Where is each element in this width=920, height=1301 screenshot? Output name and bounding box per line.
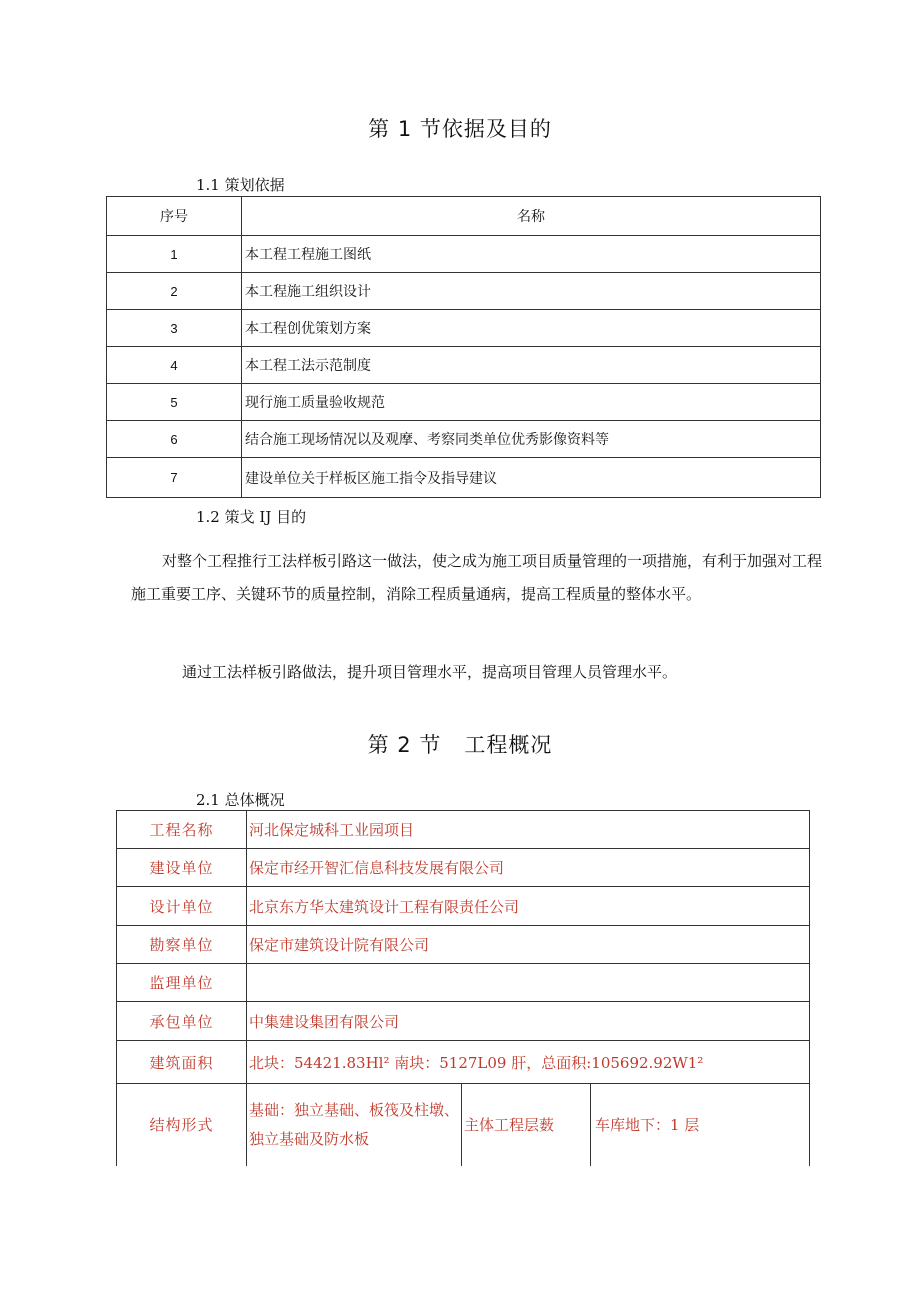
table-row-num: 5	[107, 384, 242, 421]
paragraph-1: 对整个工程推行工法样板引路这一做法，使之成为施工项目质量管理的一项措施，有利于加强对工程施工重要工序、关键环节的质量控制，消除工程质量通病，提高工程质量的整体水平。	[131, 552, 823, 603]
basis-table	[106, 196, 821, 498]
floors-value: 车库地下：1 层	[591, 1084, 810, 1166]
header-name: 名称	[242, 197, 821, 236]
section2-title: 第 2 节 工程概况	[367, 733, 553, 757]
row-value	[247, 964, 810, 1002]
overview-table	[116, 810, 810, 1166]
row-label: 承包单位	[117, 1002, 247, 1041]
row-value: 北块：54421.83Hl² 南块：5127L09 肝，总面积:105692.92W1²	[247, 1041, 810, 1084]
table-row-name: 现行施工质量验收规范	[242, 384, 821, 421]
structure-value: 基础：独立基础、板筏及柱墩、独立基础及防水板	[247, 1084, 462, 1166]
row-value: 保定市经开智汇信息科技发展有限公司	[247, 849, 810, 887]
row-value: 河北保定城科工业园项目	[247, 811, 810, 849]
row-label: 建设单位	[117, 849, 247, 887]
section1-title: 第 1 节依据及目的	[368, 117, 552, 141]
table-row-num: 7	[107, 458, 242, 498]
floors-label: 主体工程层薮	[462, 1084, 591, 1166]
structure-label: 结构形式	[117, 1084, 247, 1166]
row-label: 监理单位	[117, 964, 247, 1002]
table-row-name: 本工程施工组织设计	[242, 273, 821, 310]
table-row-name: 本工程工法示范制度	[242, 347, 821, 384]
table-row-num: 6	[107, 421, 242, 458]
table-row-name: 建设单位关于样板区施工指令及指导建议	[242, 458, 821, 498]
table-row-num: 1	[107, 236, 242, 273]
row-label: 设计单位	[117, 887, 247, 926]
subheading-1-2: 1.2 策戈 IJ 目的	[196, 508, 307, 526]
row-value: 中集建设集团有限公司	[247, 1002, 810, 1041]
row-value: 北京东方华太建筑设计工程有限责任公司	[247, 887, 810, 926]
subheading-1-1: 1.1 策划依据	[196, 176, 285, 194]
row-label: 建筑面积	[117, 1041, 247, 1084]
table-row-name: 本工程创优策划方案	[242, 310, 821, 347]
table-row-num: 2	[107, 273, 242, 310]
table-row-num: 4	[107, 347, 242, 384]
paragraph-2: 通过工法样板引路做法，提升项目管理水平，提高项目管理人员管理水平。	[182, 663, 678, 681]
row-label: 工程名称	[117, 811, 247, 849]
row-label: 勘察单位	[117, 926, 247, 964]
table-row-name: 本工程工程施工图纸	[242, 236, 821, 273]
subheading-2-1: 2.1 总体概况	[196, 791, 285, 809]
table-row-num: 3	[107, 310, 242, 347]
header-number: 序号	[107, 197, 242, 236]
table-row-name: 结合施工现场情况以及观摩、考察同类单位优秀影像资料等	[242, 421, 821, 458]
row-value: 保定市建筑设计院有限公司	[247, 926, 810, 964]
